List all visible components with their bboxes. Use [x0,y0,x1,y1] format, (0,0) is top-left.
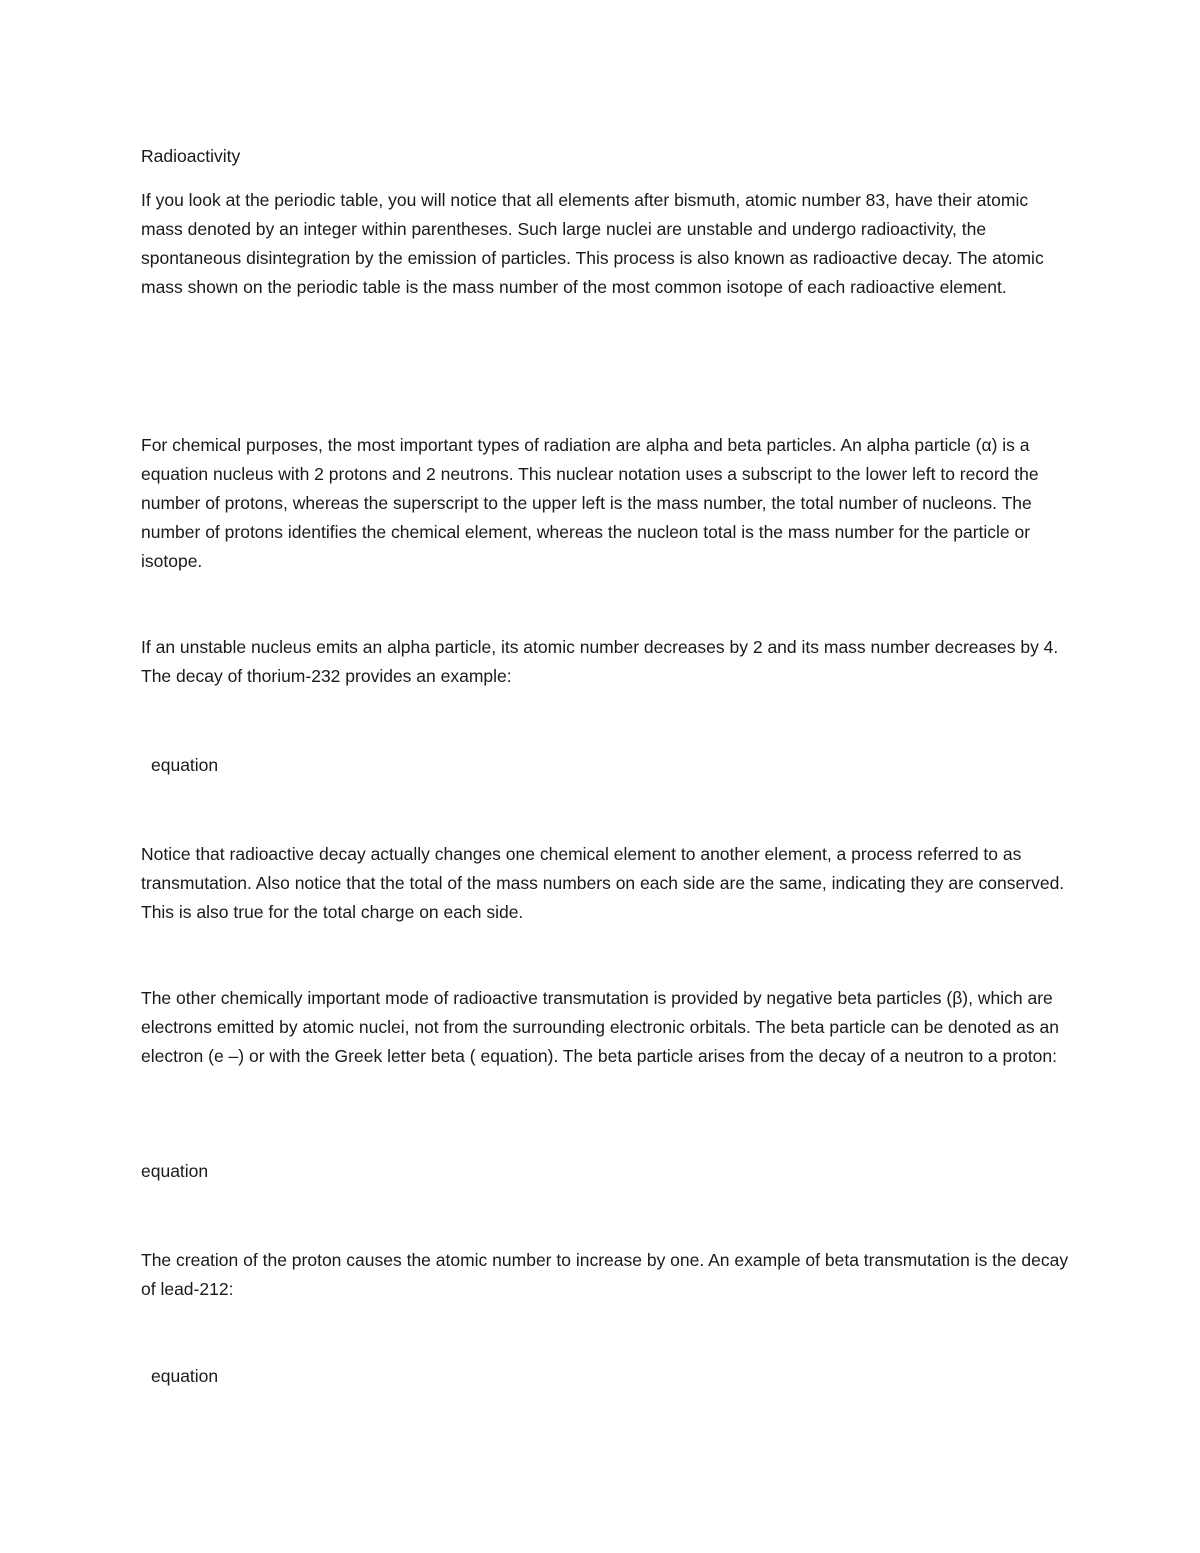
paragraph-transmutation: Notice that radioactive decay actually changes one chemical element to another element, a process referred to as transmutation. Also notice that the total of the mass numbers on each side are the same, indicating they are conserved. This is also true for the total charge on each side. [141,844,1065,922]
paragraph-alpha-beta: For chemical purposes, the most important types of radiation are alpha and beta particles. An alpha particle (α) is a equation nucleus with 2 protons and 2 neutrons. This nuclear notation uses a subscript to the lower left to record the number of protons, whereas the superscript to the upper left is the mass number, the total number of nucleons. The number of protons identifies the chemical element, whereas the nucleon total is the mass number for the particle or isotope. [141,435,1039,571]
equation-placeholder-thorium: equation [151,755,219,775]
paragraph-periodic-table: If you look at the periodic table, you will notice that all elements after bismuth, atomic number 83, have their atomic mass denoted by an integer within parentheses. Such large nuclei are unstable and undergo radioactivity, the spontaneous disintegration by the emission of particles. This process is also known as radioactive decay. The atomic mass shown on the periodic table is the mass number of the most common isotope of each radioactive element. [141,190,1044,297]
document-title: Radioactivity [141,146,241,166]
equation-placeholder-neutron: equation [141,1161,209,1181]
paragraph-beta-transmutation: The creation of the proton causes the atomic number to increase by one. An example of beta transmutation is the decay of lead-212: [141,1250,1069,1299]
paragraph-alpha-decay: If an unstable nucleus emits an alpha particle, its atomic number decreases by 2 and its mass number decreases by 4. The decay of thorium-232 provides an example: [141,637,1059,686]
paragraph-beta-particles: The other chemically important mode of radioactive transmutation is provided by negative beta particles (β), which are electrons emitted by atomic nuclei, not from the surrounding electronic orbitals. The beta particle can be denoted as an electron (e –) or with the Greek letter beta ( equation). The beta particle arises from the decay of a neutron to a proton: [141,988,1059,1066]
equation-placeholder-lead: equation [151,1366,219,1386]
